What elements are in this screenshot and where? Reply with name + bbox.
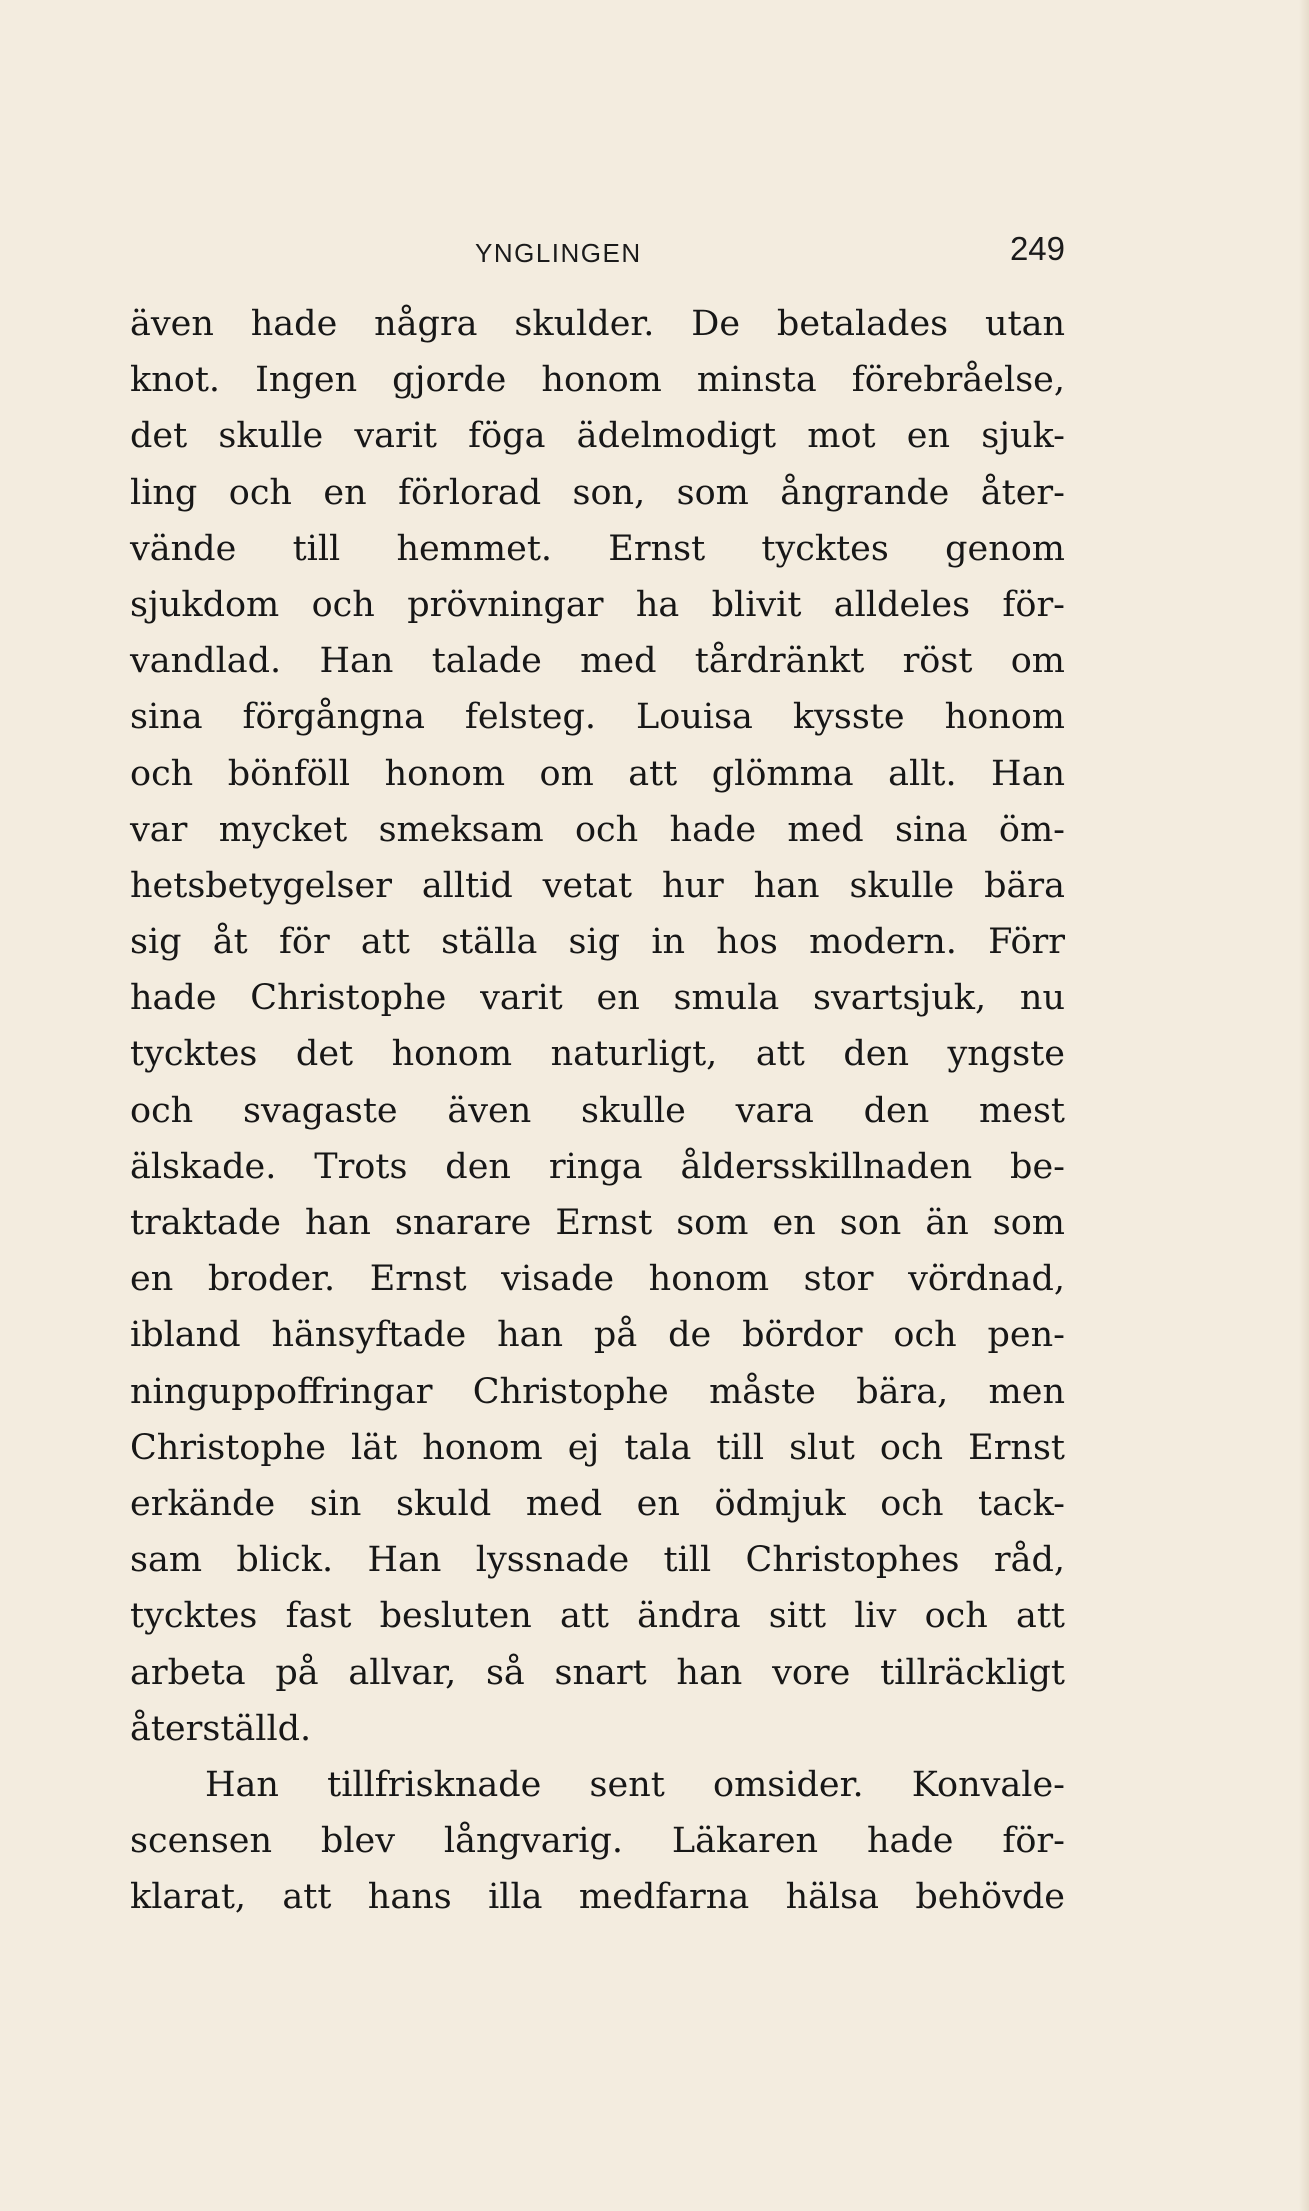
text-line: sjukdom och prövningar ha blivit alldeles för- <box>130 584 1065 625</box>
text-line: en broder. Ernst visade honom stor vördnad, <box>130 1259 1065 1300</box>
text-line: sina förgångna felsteg. Louisa kysste honom <box>130 697 1065 738</box>
page-edge <box>1299 0 1309 2211</box>
running-title: YNGLINGEN <box>475 238 642 268</box>
text-line: hetsbetygelser alltid vetat hur han skulle bära <box>130 865 1065 906</box>
page-number: 249 <box>1009 230 1065 267</box>
paragraph-start-line: Han tillfrisknade sent omsider. Konvale- <box>205 1764 1065 1805</box>
text-line: tycktes fast besluten att ändra sitt liv och att <box>130 1596 1065 1637</box>
paragraph-end-line: återställd. <box>130 1708 312 1749</box>
text-line: det skulle varit föga ädelmodigt mot en sjuk- <box>130 416 1065 457</box>
text-line: klarat, att hans illa medfarna hälsa behövde <box>130 1877 1065 1918</box>
text-line: traktade han snarare Ernst som en son än som <box>130 1203 1065 1243</box>
text-line: knot. Ingen gjorde honom minsta förebråelse, <box>130 360 1065 401</box>
text-line: ibland hänsyftade han på de bördor och pen- <box>130 1315 1065 1356</box>
text-line: vandlad. Han talade med tårdränkt röst om <box>130 641 1065 682</box>
text-line: sig åt för att ställa sig in hos modern. Förr <box>130 922 1065 963</box>
text-line: arbeta på allvar, så snart han vore tillräckligt <box>130 1652 1065 1693</box>
text-line: även hade några skulder. De betalades utan <box>130 304 1065 344</box>
text-line: Christophe lät honom ej tala till slut och Ernst <box>130 1427 1065 1468</box>
text-line: hade Christophe varit en smula svartsjuk, nu <box>130 978 1065 1019</box>
text-line: vände till hemmet. Ernst tycktes genom <box>130 528 1065 569</box>
text-line: älskade. Trots den ringa åldersskillnaden be- <box>130 1146 1065 1187</box>
text-line: ling och en förlorad son, som ångrande åter- <box>130 472 1065 513</box>
text-line: och bönföll honom om att glömma allt. Han <box>130 753 1065 794</box>
text-line: var mycket smeksam och hade med sina öm- <box>130 809 1065 850</box>
page-header <box>130 228 1065 278</box>
text-line: och svagaste även skulle vara den mest <box>130 1090 1065 1131</box>
text-line: erkände sin skuld med en ödmjuk och tack- <box>130 1483 1065 1524</box>
text-line: ninguppoffringar Christophe måste bära, men <box>130 1371 1065 1412</box>
text-line: tycktes det honom naturligt, att den yngste <box>130 1034 1065 1075</box>
text-line: sam blick. Han lyssnade till Christophes råd, <box>130 1540 1065 1581</box>
text-line: scensen blev långvarig. Läkaren hade för- <box>130 1821 1065 1862</box>
body-text <box>130 296 1065 1925</box>
